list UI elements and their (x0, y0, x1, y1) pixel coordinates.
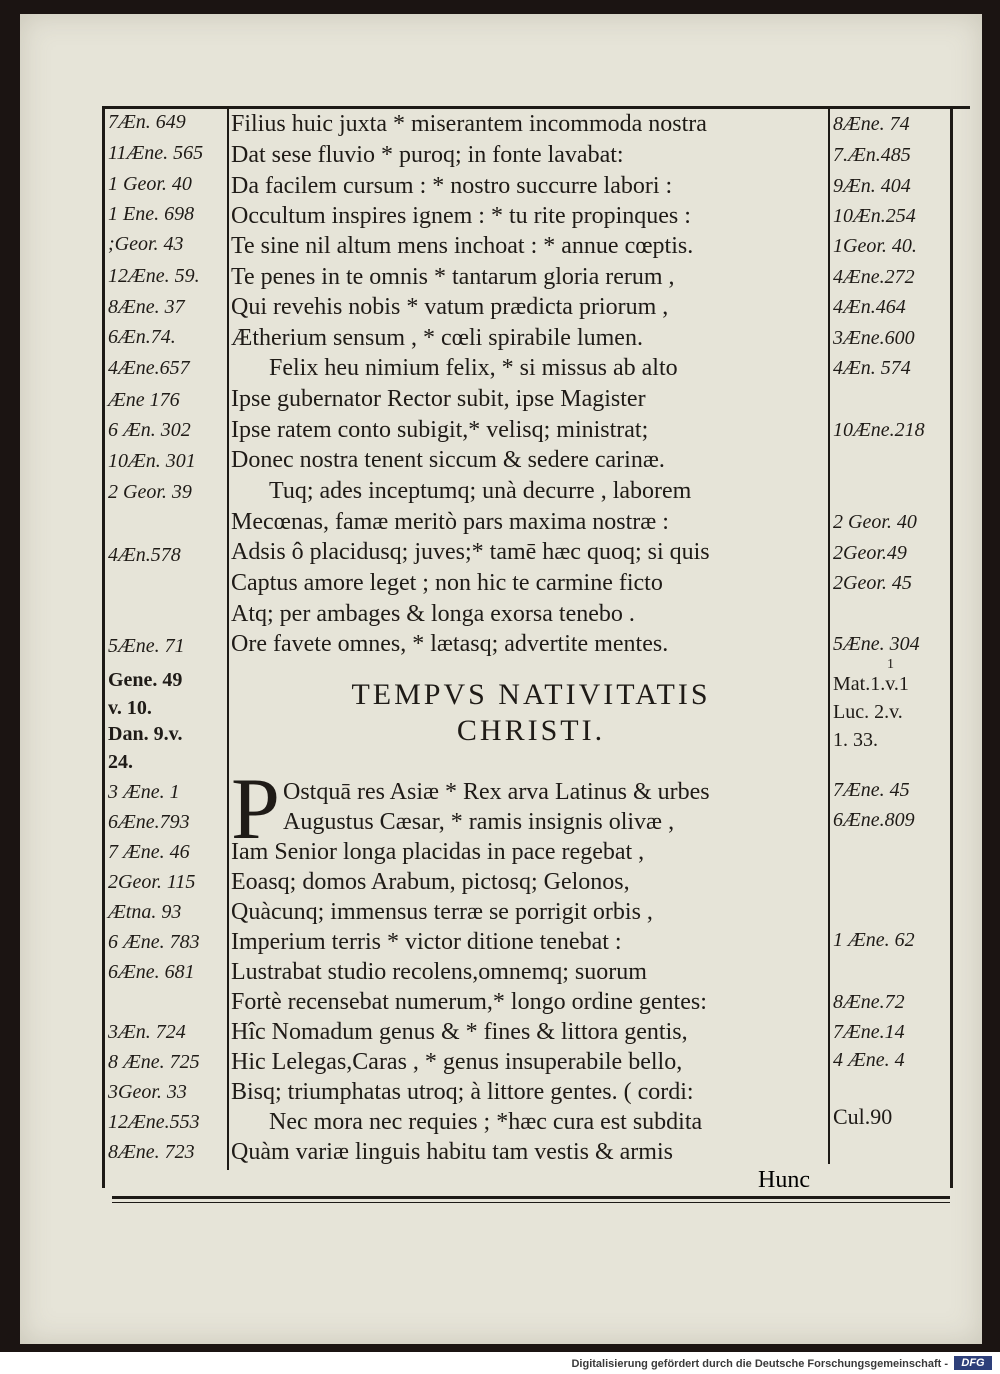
margin-reference: 7Æne. 45 (833, 779, 910, 801)
verse-line: Bisq; triumphatas utroq; à littore gentes. ( cordi: (231, 1079, 694, 1105)
bottom-rule (112, 1196, 950, 1199)
margin-reference: 8Æne. 37 (108, 296, 185, 318)
verse-line: Atq; per ambages & longa exorsa tenebo . (231, 601, 635, 627)
verse-line: Quàm variæ linguis habitu tam vestis & armis (231, 1139, 673, 1165)
verse-line: Eoasq; domos Arabum, pictosq; Gelonos, (231, 869, 630, 895)
verse-line: Tuq; ades inceptumq; unà decurre , laborem (269, 478, 692, 504)
verse-line: Dat sese fluvio * puroq; in fonte lavabat: (231, 142, 624, 168)
margin-reference: v. 10. (108, 697, 152, 719)
verse-line: Adsis ô placidusq; juves;* tamē hæc quoq; si quis (231, 539, 710, 565)
margin-reference: 11Æne. 565 (108, 142, 204, 164)
margin-reference: 6 Æn. 302 (108, 419, 191, 441)
margin-reference: 3Geor. 33 (108, 1081, 187, 1103)
section-heading: CHRISTI. (456, 714, 606, 747)
margin-reference: 4 Æne. 4 (833, 1049, 905, 1071)
margin-reference: 9Æn. 404 (833, 175, 911, 197)
verse-line: Te penes in te omnis * tantarum gloria rerum , (231, 264, 675, 290)
verse-line: Felix heu nimium felix, * si missus ab alto (269, 355, 678, 381)
margin-reference: 1 Geor. 40 (108, 173, 192, 195)
margin-reference: 7.Æn.485 (833, 144, 911, 166)
drop-cap-initial: P (231, 761, 280, 858)
margin-reference: 1Geor. 40. (833, 235, 917, 257)
margin-reference: ;Geor. 43 (108, 233, 184, 255)
verse-line: Filius huic juxta * miserantem incommoda nostra (231, 111, 707, 137)
margin-reference: 10Æn. 301 (108, 450, 196, 472)
verse-line: Augustus Cæsar, * ramis insignis olivæ , (283, 809, 675, 835)
margin-reference: 8Æne.72 (833, 991, 905, 1013)
margin-reference: 1 Æne. 62 (833, 929, 915, 951)
margin-reference: 12Æne.553 (108, 1111, 200, 1133)
margin-reference: Ætna. 93 (108, 901, 182, 923)
digitization-credit: Digitalisierung gefördert durch die Deutsche Forschungsgemeinschaft - (571, 1358, 948, 1370)
margin-reference: 4Æne.272 (833, 266, 915, 288)
right-outer-rule (950, 106, 953, 1188)
margin-reference: 2 Geor. 39 (108, 481, 192, 503)
verse-line: Imperium terris * victor ditione tenebat : (231, 929, 622, 955)
margin-reference: 1 Ene. 698 (108, 203, 195, 225)
margin-reference: 4Æn.464 (833, 296, 906, 318)
margin-reference: 7Æne.14 (833, 1021, 905, 1043)
verse-line: Lustrabat studio recolens,omnemq; suorum (231, 959, 647, 985)
top-rule (102, 106, 970, 109)
verse-line: Ipse ratem conto subigit,* velisq; ministrat; (231, 417, 649, 443)
margin-reference: Æne 176 (108, 389, 180, 411)
verse-line: Occultum inspires ignem : * tu rite propinques : (231, 203, 691, 229)
verse-line: Fortè recensebat numerum,* longo ordine gentes: (231, 989, 707, 1015)
margin-reference: 5Æne. 71 (108, 635, 185, 657)
verse-line: Nec mora nec requies ; *hæc cura est subdita (269, 1109, 703, 1135)
margin-reference: Cul.90 (833, 1104, 893, 1129)
verse-line: Ipse gubernator Rector subit, ipse Magister (231, 386, 646, 412)
dfg-logo: DFG (954, 1356, 992, 1370)
catchword: Hunc (758, 1167, 810, 1193)
left-inner-rule (227, 106, 229, 1170)
margin-reference: 2 Geor. 40 (833, 511, 917, 533)
verse-line: Te sine nil altum mens inchoat : * annue cœptis. (231, 233, 694, 259)
margin-reference: 4Æn.578 (108, 544, 181, 566)
margin-reference: 6Æne. 681 (108, 961, 195, 983)
page-leaf (20, 14, 982, 1344)
margin-reference: 4Æn. 574 (833, 357, 911, 379)
verse-line: Hic Lelegas,Caras , * genus insuperabile bello, (231, 1049, 683, 1075)
left-outer-rule (102, 106, 105, 1188)
section-heading: TEMPVS NATIVITATIS (351, 678, 711, 711)
margin-reference: Gene. 49 (108, 669, 183, 691)
margin-reference: Mat.1.v.1 (833, 673, 909, 695)
margin-reference: 6Æne.809 (833, 809, 915, 831)
margin-reference: Luc. 2.v. (833, 701, 903, 723)
verse-line: Ostquā res Asiæ * Rex arva Latinus & urbes (283, 779, 710, 805)
margin-reference: Dan. 9.v. (108, 723, 183, 745)
margin-reference: 7Æn. 649 (108, 111, 186, 133)
margin-reference: 3 Æne. 1 (108, 781, 180, 803)
verse-line: Ore favete omnes, * lætasq; advertite mentes. (231, 631, 669, 657)
margin-reference: 6 Æne. 783 (108, 931, 200, 953)
margin-reference: 3Æne.600 (833, 327, 915, 349)
bottom-rule-thin (112, 1202, 950, 1203)
verse-line: Donec nostra tenent siccum & sedere carinæ. (231, 447, 665, 473)
margin-reference: 1 (887, 657, 894, 672)
margin-reference: 8Æne. 74 (833, 113, 910, 135)
verse-line: Qui revehis nobis * vatum prædicta priorum , (231, 294, 669, 320)
margin-reference: 4Æne.657 (108, 357, 190, 379)
margin-reference: 2Geor. 115 (108, 871, 196, 893)
verse-line: Hîc Nomadum genus & * fines & littora gentis, (231, 1019, 688, 1045)
margin-reference: 10Æne.218 (833, 419, 925, 441)
margin-reference: 1. 33. (833, 729, 878, 751)
verse-line: Quàcunq; immensus terræ se porrigit orbis , (231, 899, 653, 925)
verse-line: Ætherium sensum , * cœli spirabile lumen. (231, 325, 643, 351)
verse-line: Da facilem cursum : * nostro succurre labori : (231, 173, 673, 199)
verse-line: Iam Senior longa placidas in pace regebat , (231, 839, 645, 865)
margin-reference: 6Æne.793 (108, 811, 190, 833)
right-inner-rule (828, 106, 830, 1164)
margin-reference: 24. (108, 751, 133, 773)
margin-reference: 2Geor.49 (833, 542, 907, 564)
margin-reference: 7 Æne. 46 (108, 841, 190, 863)
margin-reference: 8Æne. 723 (108, 1141, 195, 1163)
margin-reference: 8 Æne. 725 (108, 1051, 200, 1073)
verse-line: Mecœnas, famæ meritò pars maxima nostræ : (231, 509, 669, 535)
margin-reference: 5Æne. 304 (833, 633, 920, 655)
margin-reference: 3Æn. 724 (108, 1021, 186, 1043)
margin-reference: 12Æne. 59. (108, 265, 200, 287)
margin-reference: 2Geor. 45 (833, 572, 912, 594)
verse-line: Captus amore leget ; non hic te carmine ficto (231, 570, 663, 596)
margin-reference: 10Æn.254 (833, 205, 916, 227)
margin-reference: 6Æn.74. (108, 326, 176, 348)
